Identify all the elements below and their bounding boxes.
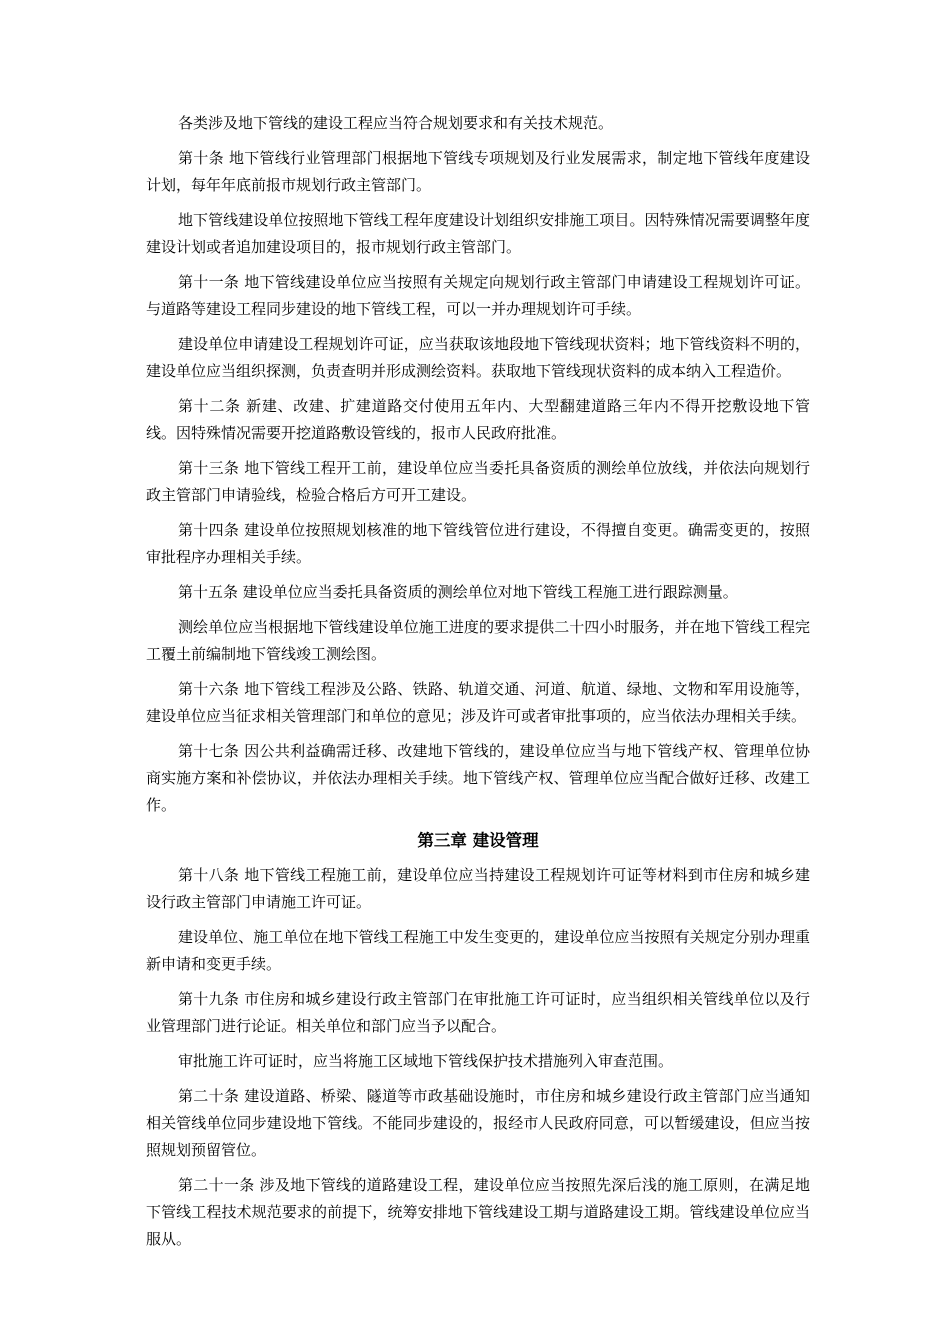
paragraph: 审批施工许可证时，应当将施工区域地下管线保护技术措施列入审查范围。 [178, 1052, 674, 1070]
article-17: 第十七条 因公共利益确需迁移、改建地下管线的，建设单位应当与地下管线产权、管理单位协商实施方案和补偿协议，并依法办理相关手续。地下管线产权、管理单位应当配合做好迁移、改建工作。 [146, 742, 810, 814]
chapter-title: 第三章 建设管理 [417, 831, 539, 850]
paragraph: 建设单位申请建设工程规划许可证，应当获取该地段地下管线现状资料；地下管线资料不明的，建设单位应当组织探测，负责查明并形成测绘资料。获取地下管线现状资料的成本纳入工程造价。 [146, 335, 810, 380]
paragraph: 各类涉及地下管线的建设工程应当符合规划要求和有关技术规范。 [178, 114, 614, 132]
paragraph: 地下管线建设单位按照地下管线工程年度建设计划组织安排施工项目。因特殊情况需要调整年度建设计划或者追加建设项目的，报市规划行政主管部门。 [146, 211, 810, 256]
article-19: 第十九条 市住房和城乡建设行政主管部门在审批施工许可证时，应当组织相关管线单位以及行业管理部门进行论证。相关单位和部门应当予以配合。 [146, 990, 810, 1035]
document-body [146, 110, 810, 1261]
article-13: 第十三条 地下管线工程开工前，建设单位应当委托具备资质的测绘单位放线，并依法向规划行政主管部门申请验线，检验合格后方可开工建设。 [146, 459, 810, 504]
paragraph: 建设单位、施工单位在地下管线工程施工中发生变更的，建设单位应当按照有关规定分别办理重新申请和变更手续。 [146, 928, 810, 973]
article-20: 第二十条 建设道路、桥梁、隧道等市政基础设施时，市住房和城乡建设行政主管部门应当通知相关管线单位同步建设地下管线。不能同步建设的，报经市人民政府同意，可以暂缓建设，但应当按照规划预留管位。 [146, 1087, 810, 1159]
article-11: 第十一条 地下管线建设单位应当按照有关规定向规划行政主管部门申请建设工程规划许可证。与道路等建设工程同步建设的地下管线工程，可以一并办理规划许可手续。 [146, 273, 810, 318]
article-10: 第十条 地下管线行业管理部门根据地下管线专项规划及行业发展需求，制定地下管线年度建设计划，每年年底前报市规划行政主管部门。 [146, 149, 810, 194]
article-12: 第十二条 新建、改建、扩建道路交付使用五年内、大型翻建道路三年内不得开挖敷设地下管线。因特殊情况需要开挖道路敷设管线的，报市人民政府批准。 [146, 397, 810, 442]
article-21: 第二十一条 涉及地下管线的道路建设工程，建设单位应当按照先深后浅的施工原则，在满足地下管线工程技术规范要求的前提下，统筹安排地下管线建设工期与道路建设工期。管线建设单位应当服从。 [146, 1176, 810, 1248]
article-18: 第十八条 地下管线工程施工前，建设单位应当持建设工程规划许可证等材料到市住房和城乡建设行政主管部门申请施工许可证。 [146, 866, 810, 911]
article-15: 第十五条 建设单位应当委托具备资质的测绘单位对地下管线工程施工进行跟踪测量。 [178, 583, 738, 601]
article-14: 第十四条 建设单位按照规划核准的地下管线管位进行建设，不得擅自变更。确需变更的，按照审批程序办理相关手续。 [146, 521, 810, 566]
article-16: 第十六条 地下管线工程涉及公路、铁路、轨道交通、河道、航道、绿地、文物和军用设施等，建设单位应当征求相关管理部门和单位的意见；涉及许可或者审批事项的，应当依法办理相关手续。 [146, 680, 810, 725]
paragraph: 测绘单位应当根据地下管线建设单位施工进度的要求提供二十四小时服务，并在地下管线工程完工覆土前编制地下管线竣工测绘图。 [146, 618, 810, 663]
